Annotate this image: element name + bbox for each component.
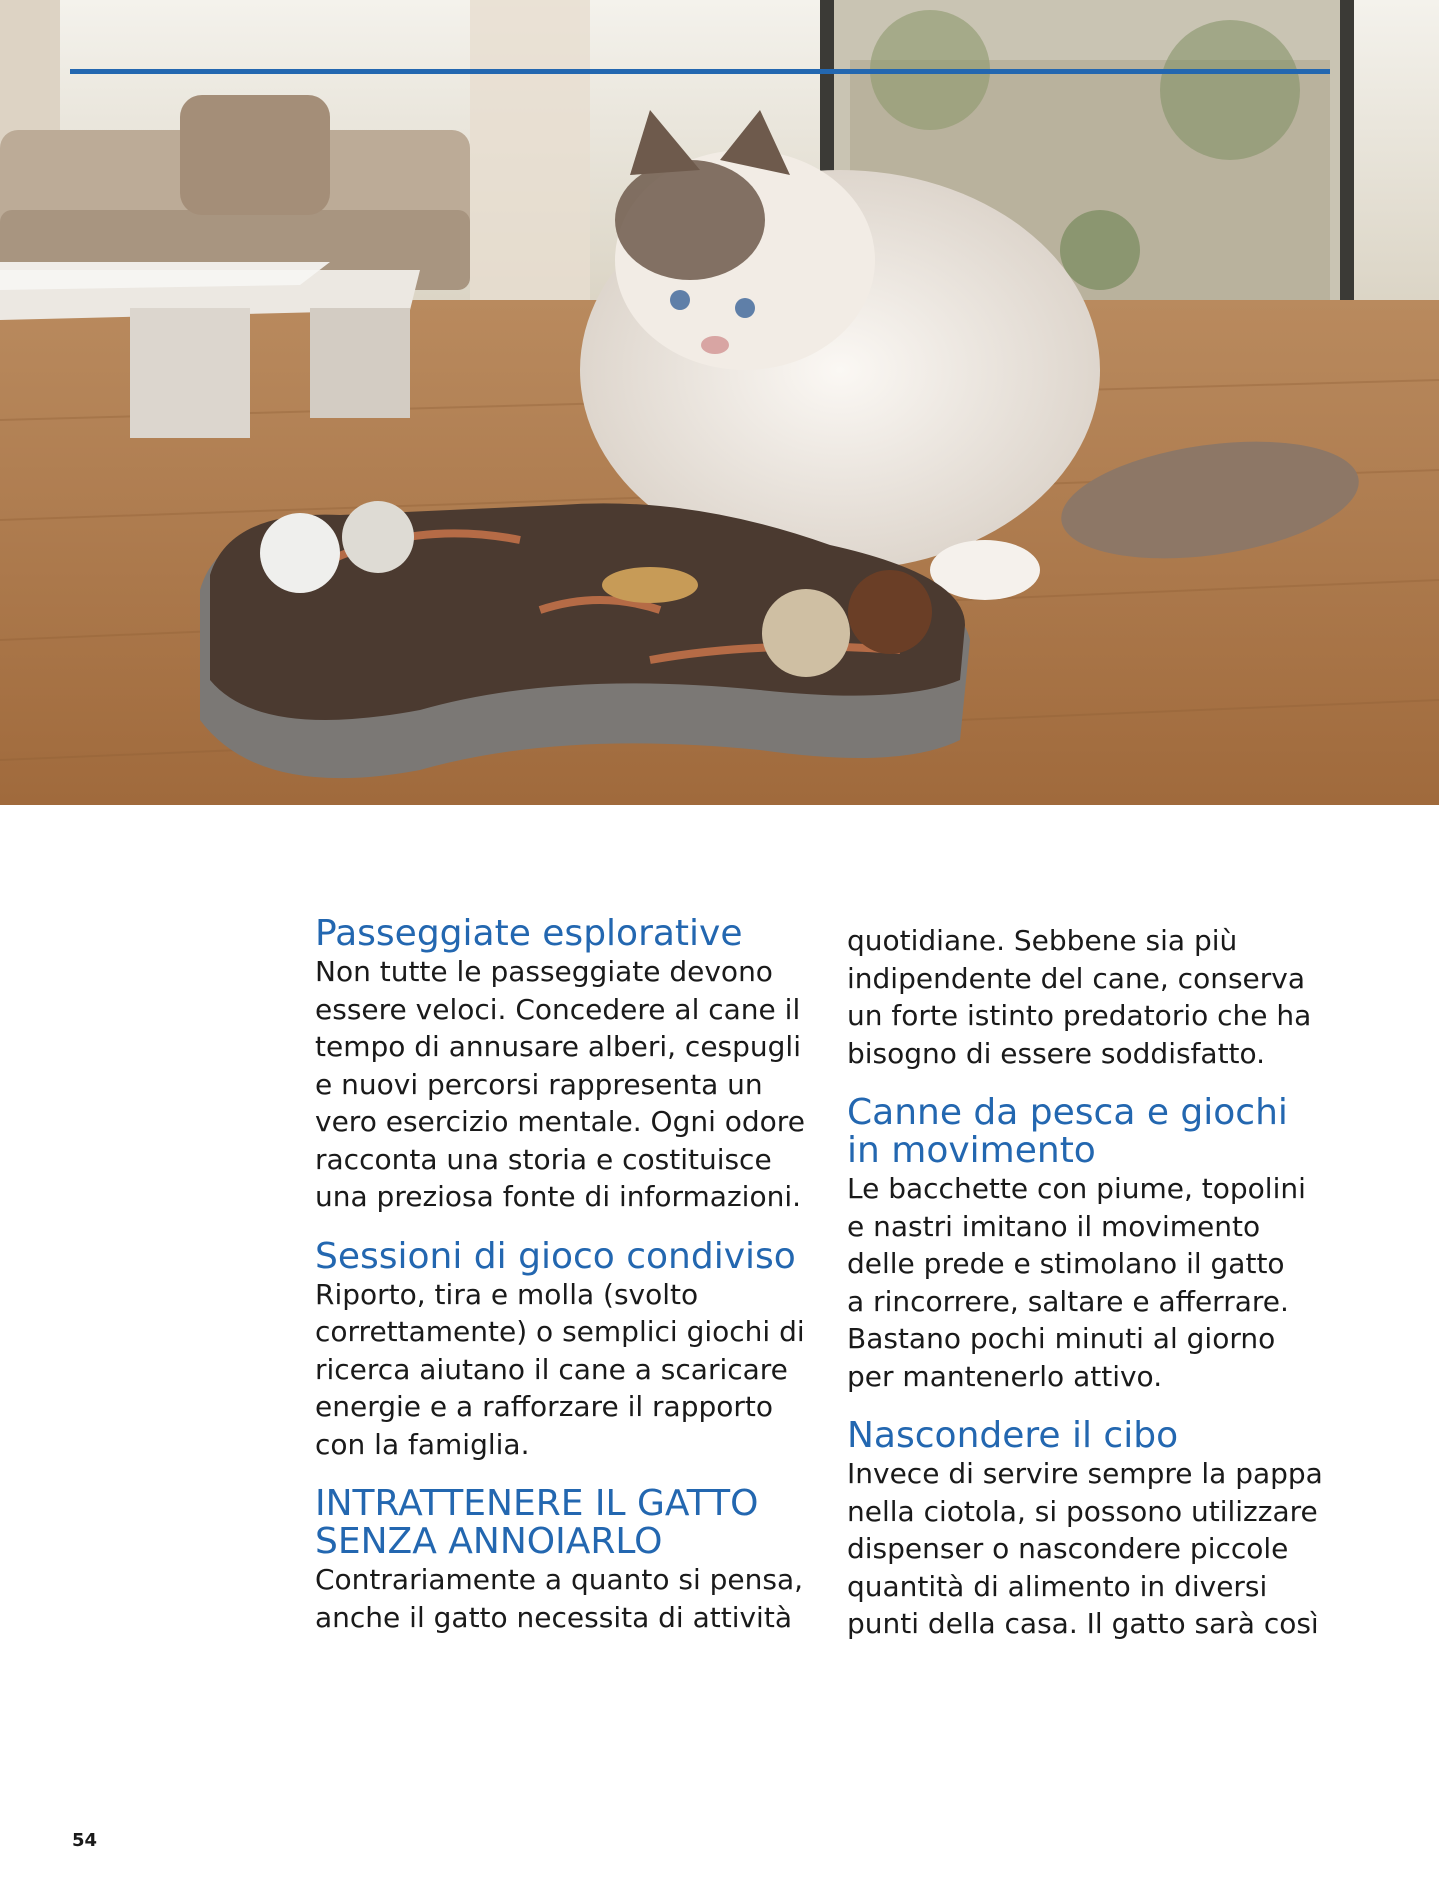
section-nascondere-cibo [847, 1417, 1367, 1643]
right-column [847, 922, 1367, 1665]
section-continuation [847, 922, 1367, 1072]
body-text: Contrariamente a quanto si pensa, anche il gatto necessita di attività [315, 1563, 804, 1634]
section-heading: INTRATTENERE IL GATTO SENZA ANNOIARLO [315, 1483, 759, 1562]
section-sessioni-gioco [315, 1235, 835, 1464]
section-heading: Nascondere il cibo [847, 1415, 1179, 1456]
photo-image-icon [0, 0, 1439, 805]
section-heading: Passeggiate esplorative [315, 913, 743, 954]
left-column [315, 915, 835, 1658]
page-number: 54 [72, 1830, 98, 1851]
body-text: Invece di servire sempre la pappa nella ciotola, si possono utilizzare dispenser o nascondere piccole quantità di alimento in diversi punti della casa. Il gatto sarà così [847, 1457, 1323, 1640]
body-text: Non tutte le passeggiate devono essere veloci. Concedere al cane il tempo di annusare alberi, cespugli e nuovi percorsi rappresenta un vero esercizio mentale. Ogni odore racconta una storia e costituisce una preziosa fonte di informazioni. [315, 955, 805, 1213]
body-text: Le bacchette con piume, topolini e nastri imitano il movimento delle prede e stimolano il gatto a rincorrere, saltare e afferrare. Bastano pochi minuti al giorno per mantenerlo attivo. [847, 1172, 1306, 1393]
section-heading: Sessioni di gioco condiviso [315, 1235, 796, 1277]
section-intrattenere-gatto [315, 1485, 835, 1636]
cat-photo [0, 0, 1439, 805]
body-text: quotidiane. Sebbene sia più indipendente del cane, conserva un forte istinto predatorio che ha bisogno di essere soddisfatto. [847, 924, 1312, 1070]
section-passeggiate [315, 915, 835, 1216]
section-heading: Canne da pesca e giochi in movimento [847, 1092, 1288, 1171]
section-canne-da-pesca [847, 1094, 1367, 1395]
header-rule [70, 69, 1330, 74]
body-text: Riporto, tira e molla (svolto correttamente) o semplici giochi di ricerca aiutano il cane a scaricare energie e a rafforzare il rapporto con la famiglia. [315, 1277, 805, 1461]
